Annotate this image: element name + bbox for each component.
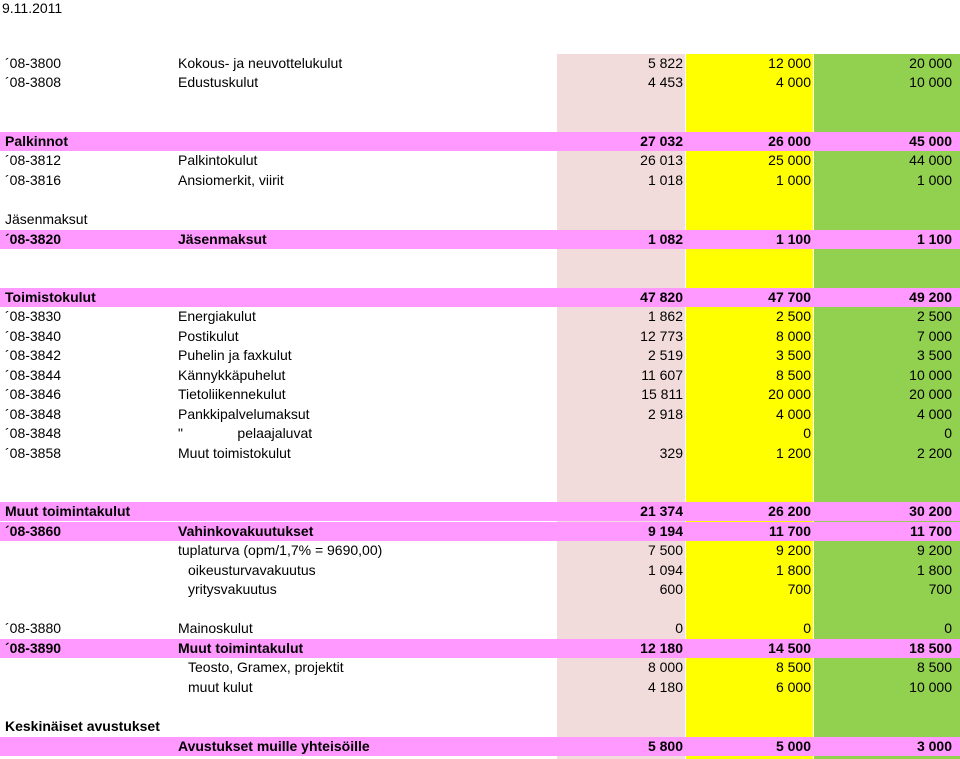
budget-value-cell: 25 000 — [768, 152, 811, 168]
table-row — [0, 366, 960, 385]
actual-value-cell: 8 000 — [647, 659, 683, 675]
table-row — [0, 639, 960, 658]
proposal-value-cell: 700 — [928, 581, 952, 597]
proposal-value-cell: 0 — [944, 425, 952, 441]
budget-value-cell: 1 000 — [775, 172, 811, 188]
table-row — [0, 73, 960, 92]
account-name-cell: Edustuskulut — [178, 74, 259, 90]
table-row — [0, 444, 960, 463]
actual-value-cell: 1 094 — [647, 562, 683, 578]
proposal-value-cell: 2 500 — [916, 308, 952, 324]
account-name-cell: Avustukset muille yhteisöille — [178, 738, 370, 754]
account-code-cell: ´08-3860 — [5, 523, 62, 539]
proposal-value-cell: 1 800 — [916, 562, 952, 578]
account-code-cell: ´08-3880 — [5, 620, 62, 636]
table-row — [0, 658, 960, 677]
proposal-value-cell: 1 000 — [916, 172, 952, 188]
sub-item-cell: Teosto, Gramex, projektit — [188, 659, 344, 675]
report-date: 9.11.2011 — [2, 0, 63, 16]
account-name-cell: Puhelin ja faxkulut — [178, 347, 292, 363]
budget-value-cell: 4 000 — [775, 406, 811, 422]
budget-value-cell: 47 700 — [768, 289, 811, 305]
proposal-value-cell: 45 000 — [909, 133, 952, 149]
account-code-cell: ´08-3820 — [5, 231, 62, 247]
account-code-cell: ´08-3848 — [5, 425, 62, 441]
proposal-value-cell: 2 200 — [916, 445, 952, 461]
actual-value-cell: 600 — [659, 581, 683, 597]
table-row — [0, 678, 960, 697]
account-name-cell: Tietoliikennekulut — [178, 386, 286, 402]
budget-value-cell: 6 000 — [775, 679, 811, 695]
table-row — [0, 230, 960, 249]
actual-value-cell: 7 500 — [647, 542, 683, 558]
account-name-cell: " pelaajaluvat — [178, 425, 313, 441]
budget-value-cell: 12 000 — [768, 55, 811, 71]
account-code-cell: ´08-3800 — [5, 55, 62, 71]
proposal-value-cell: 20 000 — [909, 386, 952, 402]
table-row — [0, 327, 960, 346]
actual-value-cell: 1 862 — [647, 308, 683, 324]
account-code-cell: ´08-3812 — [5, 152, 62, 168]
budget-value-cell: 1 800 — [775, 562, 811, 578]
account-code-cell: Keskinäiset avustukset — [5, 718, 160, 734]
budget-value-cell: 0 — [803, 425, 811, 441]
budget-value-cell: 8 500 — [775, 367, 811, 383]
actual-value-cell: 12 773 — [640, 328, 683, 344]
account-code-cell: ´08-3858 — [5, 445, 62, 461]
actual-value-cell: 4 453 — [647, 74, 683, 90]
actual-value-cell: 1 082 — [647, 231, 683, 247]
table-row — [0, 307, 960, 326]
budget-value-cell: 700 — [787, 581, 811, 597]
actual-value-cell: 329 — [659, 445, 683, 461]
actual-value-cell: 5 822 — [647, 55, 683, 71]
proposal-value-cell: 44 000 — [909, 152, 952, 168]
proposal-value-cell: 49 200 — [909, 289, 952, 305]
account-code-cell: ´08-3808 — [5, 74, 62, 90]
actual-value-cell: 4 180 — [647, 679, 683, 695]
account-code-cell: ´08-3830 — [5, 308, 62, 324]
table-row — [0, 210, 960, 229]
account-code-cell: ´08-3846 — [5, 386, 62, 402]
budget-value-cell: 5 000 — [775, 738, 811, 754]
account-name-cell: Postikulut — [178, 328, 239, 344]
account-code-cell: ´08-3842 — [5, 347, 62, 363]
table-row — [0, 54, 960, 73]
actual-value-cell: 2 519 — [647, 347, 683, 363]
actual-value-cell: 26 013 — [640, 152, 683, 168]
budget-value-cell: 2 500 — [775, 308, 811, 324]
account-code-cell: ´08-3844 — [5, 367, 62, 383]
account-name-cell: Kokous- ja neuvottelukulut — [178, 55, 343, 71]
table-row — [0, 288, 960, 307]
account-code-cell: ´08-3816 — [5, 172, 62, 188]
sub-item-cell: muut kulut — [188, 679, 253, 695]
actual-value-cell: 1 018 — [647, 172, 683, 188]
actual-value-cell: 0 — [675, 620, 683, 636]
account-code-cell: Palkinnot — [5, 133, 69, 149]
proposal-value-cell: 11 700 — [909, 523, 952, 539]
budget-value-cell: 4 000 — [775, 74, 811, 90]
table-row — [0, 717, 960, 736]
account-code-cell: Toimistokulut — [5, 289, 96, 305]
account-name-cell: Jäsenmaksut — [178, 231, 267, 247]
proposal-value-cell: 7 000 — [916, 328, 952, 344]
proposal-value-cell: 18 500 — [909, 640, 952, 656]
proposal-value-cell: 3 000 — [916, 738, 952, 754]
budget-value-cell: 0 — [803, 620, 811, 636]
table-row — [0, 522, 960, 541]
actual-value-cell: 5 800 — [647, 738, 683, 754]
proposal-value-cell: 3 500 — [916, 347, 952, 363]
table-row — [0, 346, 960, 365]
table-row — [0, 502, 960, 521]
account-code-cell: Muut toimintakulut — [5, 503, 131, 519]
actual-value-cell: 11 607 — [641, 367, 683, 383]
account-name-cell: Muut toimistokulut — [178, 445, 291, 461]
budget-value-cell: 8 500 — [775, 659, 811, 675]
budget-value-cell: 3 500 — [775, 347, 811, 363]
table-row — [0, 151, 960, 170]
actual-value-cell: 15 811 — [641, 386, 683, 402]
sub-item-cell: oikeusturvavakuutus — [188, 562, 316, 578]
budget-value-cell: 1 100 — [775, 231, 811, 247]
proposal-value-cell: 0 — [944, 620, 952, 636]
sub-item-cell: yritysvakuutus — [188, 581, 277, 597]
budget-value-cell: 26 000 — [768, 133, 811, 149]
budget-value-cell: 14 500 — [768, 640, 811, 656]
table-row — [0, 619, 960, 638]
account-code-cell: ´08-3848 — [5, 406, 62, 422]
account-name-cell: Palkintokulut — [178, 152, 258, 168]
proposal-value-cell: 20 000 — [909, 55, 952, 71]
actual-value-cell: 21 374 — [640, 503, 683, 519]
account-name-cell: Energiakulut — [178, 308, 256, 324]
budget-value-cell: 1 200 — [775, 445, 811, 461]
account-name-cell: Pankkipalvelumaksut — [178, 406, 310, 422]
account-name-cell: Kännykkäpuhelut — [178, 367, 286, 383]
budget-value-cell: 11 700 — [768, 523, 811, 539]
actual-value-cell: 2 918 — [647, 406, 683, 422]
table-row — [0, 385, 960, 404]
proposal-value-cell: 10 000 — [909, 74, 952, 90]
table-row — [0, 737, 960, 756]
account-name-cell: Vahinkovakuutukset — [178, 523, 314, 539]
account-name-cell: Mainoskulut — [178, 620, 253, 636]
account-name-cell: Ansiomerkit, viirit — [178, 172, 284, 188]
budget-value-cell: 9 200 — [775, 542, 811, 558]
budget-value-cell: 26 200 — [768, 503, 811, 519]
proposal-value-cell: 9 200 — [916, 542, 952, 558]
account-name-cell: tuplaturva (opm/1,7% = 9690,00) — [178, 542, 383, 558]
table-row — [0, 171, 960, 190]
proposal-value-cell: 30 200 — [909, 503, 952, 519]
budget-value-cell: 8 000 — [775, 328, 811, 344]
table-row — [0, 580, 960, 599]
proposal-value-cell: 8 500 — [916, 659, 952, 675]
actual-value-cell: 9 194 — [647, 523, 683, 539]
table-row — [0, 405, 960, 424]
table-row — [0, 424, 960, 443]
proposal-value-cell: 1 100 — [916, 231, 952, 247]
account-name-cell: Muut toimintakulut — [178, 640, 304, 656]
account-code-cell: ´08-3840 — [5, 328, 62, 344]
table-row — [0, 132, 960, 151]
proposal-value-cell: 10 000 — [909, 679, 952, 695]
budget-value-cell: 20 000 — [768, 386, 811, 402]
actual-value-cell: 27 032 — [640, 133, 683, 149]
table-row — [0, 561, 960, 580]
proposal-value-cell: 10 000 — [909, 367, 952, 383]
table-row — [0, 541, 960, 560]
actual-value-cell: 47 820 — [640, 289, 683, 305]
actual-value-cell: 12 180 — [640, 640, 683, 656]
proposal-value-cell: 4 000 — [916, 406, 952, 422]
account-code-cell: ´08-3890 — [5, 640, 62, 656]
account-code-cell: Jäsenmaksut — [5, 211, 88, 227]
